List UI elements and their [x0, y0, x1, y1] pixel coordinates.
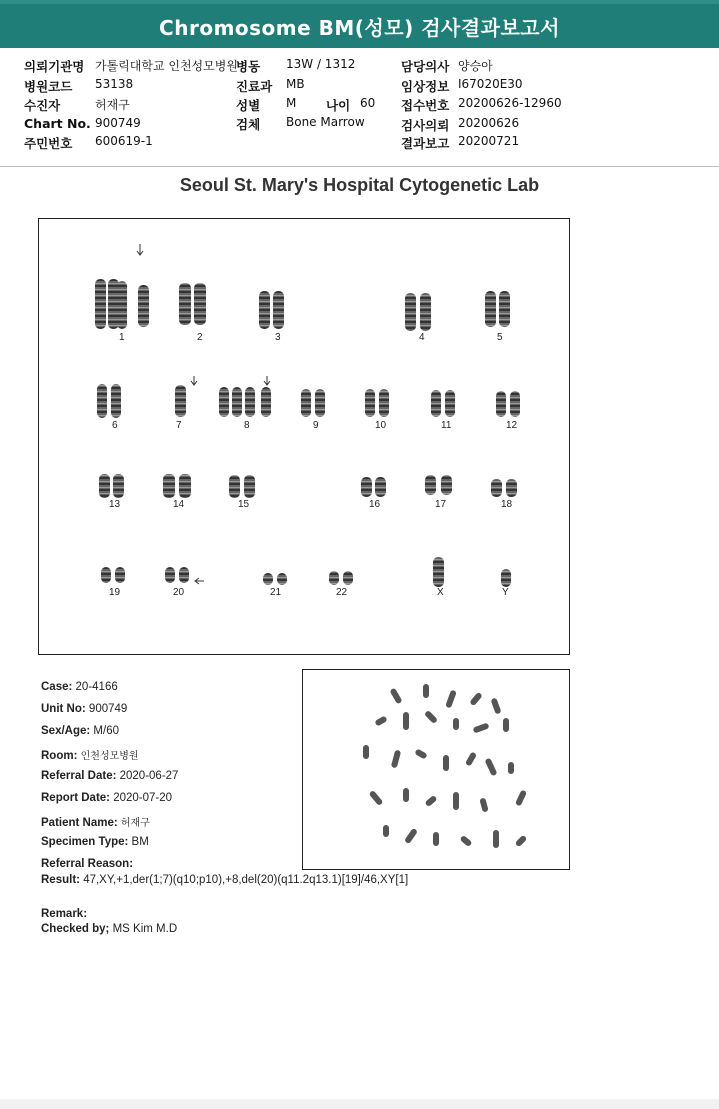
checked-row [41, 923, 177, 935]
unit-row [41, 703, 127, 715]
unit-label: Unit No: [41, 703, 86, 715]
case-report-date-value: 2020-07-20 [113, 792, 173, 804]
chromosome-label-5: 5 [497, 332, 503, 343]
receipt-no-value: 20200626-12960 [458, 96, 562, 110]
chart-no-value: 900749 [95, 116, 141, 130]
chromosome-label-9: 9 [313, 420, 319, 431]
hospital-name-label: 의뢰기관명 [24, 59, 85, 74]
lab-title: Seoul St. Mary's Hospital Cytogenetic Lab [179, 175, 540, 195]
sexage-value: M/60 [93, 725, 119, 737]
request-date-label: 검사의뢰 [401, 118, 450, 133]
room-value: 인천성모병원 [80, 751, 139, 762]
age-value: 60 [360, 96, 376, 110]
chromosome-label-12: 12 [506, 420, 518, 431]
remark-row [41, 908, 87, 920]
unit-value: 900749 [88, 703, 128, 715]
chromosome-label-y: Y [502, 587, 509, 598]
patient-label: 수진자 [24, 98, 61, 113]
specimen-row [41, 836, 149, 848]
patient-value: 허재구 [95, 98, 130, 112]
chromosome-label-1: 1 [119, 332, 125, 343]
chromosome-label-20: 20 [173, 587, 185, 598]
report-title: Chromosome BM(성모) 검사결과보고서 [159, 15, 560, 40]
clinical-info-value: I67020E30 [458, 77, 523, 91]
ward-label: 병동 [236, 59, 261, 74]
chromosome-label-14: 14 [173, 499, 185, 510]
resident-no-label: 주민번호 [24, 136, 73, 151]
room-row [41, 747, 139, 762]
hospital-code-label: 병원코드 [24, 79, 73, 94]
specimen-type-value: BM [131, 836, 149, 848]
metaphase-graphic [303, 670, 569, 869]
ward-value: 13W / 1312 [286, 57, 356, 71]
chromosome-label-10: 10 [375, 420, 387, 431]
doctor-label: 담당의사 [401, 59, 450, 74]
report-header-bar [0, 0, 719, 48]
case-report-date-label: Report Date: [41, 792, 111, 804]
case-value: 20-4166 [75, 681, 118, 693]
chromosome-label-22: 22 [336, 587, 348, 598]
checked-value: MS Kim M.D [112, 923, 178, 935]
patient-name-value: 허재구 [120, 818, 150, 829]
specimen-type-label: Specimen Type: [41, 836, 129, 848]
remark-label: Remark: [41, 908, 88, 920]
metaphase-image [302, 669, 570, 870]
chromosome-label-4: 4 [419, 332, 425, 343]
case-label: Case: [41, 681, 73, 693]
result-value: 47,XY,+1,der(1;7)(q10;p10),+8,del(20)(q11.2q13.1)[19]/46,XY[1] [83, 874, 409, 886]
department-label: 진료과 [236, 79, 273, 94]
patient-name-row [41, 814, 150, 829]
sexage-label: Sex/Age: [41, 725, 91, 737]
referral-reason-row [41, 858, 133, 870]
resident-no-value: 600619-1 [95, 134, 153, 148]
checked-label: Checked by; [41, 923, 110, 935]
referral-date-row [41, 770, 178, 782]
footer-strip [0, 1099, 719, 1109]
chromosome-label-15: 15 [238, 499, 250, 510]
patient-name-label: Patient Name: [41, 817, 118, 829]
report-date-row [41, 792, 172, 804]
chromosome-label-21: 21 [270, 587, 282, 598]
result-label: Result: [41, 874, 80, 886]
report-date-label: 결과보고 [401, 136, 450, 151]
specimen-label: 검체 [236, 117, 261, 132]
hospital-code-value: 53138 [95, 77, 134, 91]
receipt-no-label: 접수번호 [401, 98, 450, 113]
sexage-row [41, 725, 119, 737]
chromosome-label-13: 13 [109, 499, 121, 510]
chromosome-label-16: 16 [369, 499, 381, 510]
patient-info-header [0, 48, 719, 167]
referral-date-value: 2020-06-27 [119, 770, 179, 782]
result-row [41, 874, 408, 886]
referral-reason-label: Referral Reason: [41, 858, 134, 870]
chromosome-label-6: 6 [112, 420, 118, 431]
chromosome-label-18: 18 [501, 499, 513, 510]
department-value: MB [286, 77, 305, 91]
case-row [41, 681, 118, 693]
specimen-value: Bone Marrow [286, 115, 365, 129]
report-date-value: 20200721 [458, 134, 520, 148]
referral-date-label: Referral Date: [41, 770, 117, 782]
chart-no-label: Chart No. [24, 116, 91, 131]
clinical-info-label: 임상정보 [401, 79, 450, 94]
chromosome-label-x: X [437, 587, 444, 598]
chromosome-label-8: 8 [244, 420, 250, 431]
sex-label: 성별 [236, 98, 261, 113]
request-date-value: 20200626 [458, 116, 520, 130]
age-label: 나이 [326, 98, 351, 113]
chromosome-label-19: 19 [109, 587, 121, 598]
chromosome-label-17: 17 [435, 499, 447, 510]
karyotype-image [38, 218, 570, 655]
chromosome-label-2: 2 [197, 332, 203, 343]
sex-value: M [286, 96, 297, 110]
hospital-name-value: 가톨릭대학교 인천성모병원 [95, 59, 238, 73]
room-label: Room: [41, 750, 78, 762]
doctor-value: 양승아 [458, 59, 493, 73]
chromosome-label-11: 11 [441, 420, 452, 431]
chromosome-label-3: 3 [275, 332, 281, 343]
chromosome-label-7: 7 [176, 420, 182, 431]
